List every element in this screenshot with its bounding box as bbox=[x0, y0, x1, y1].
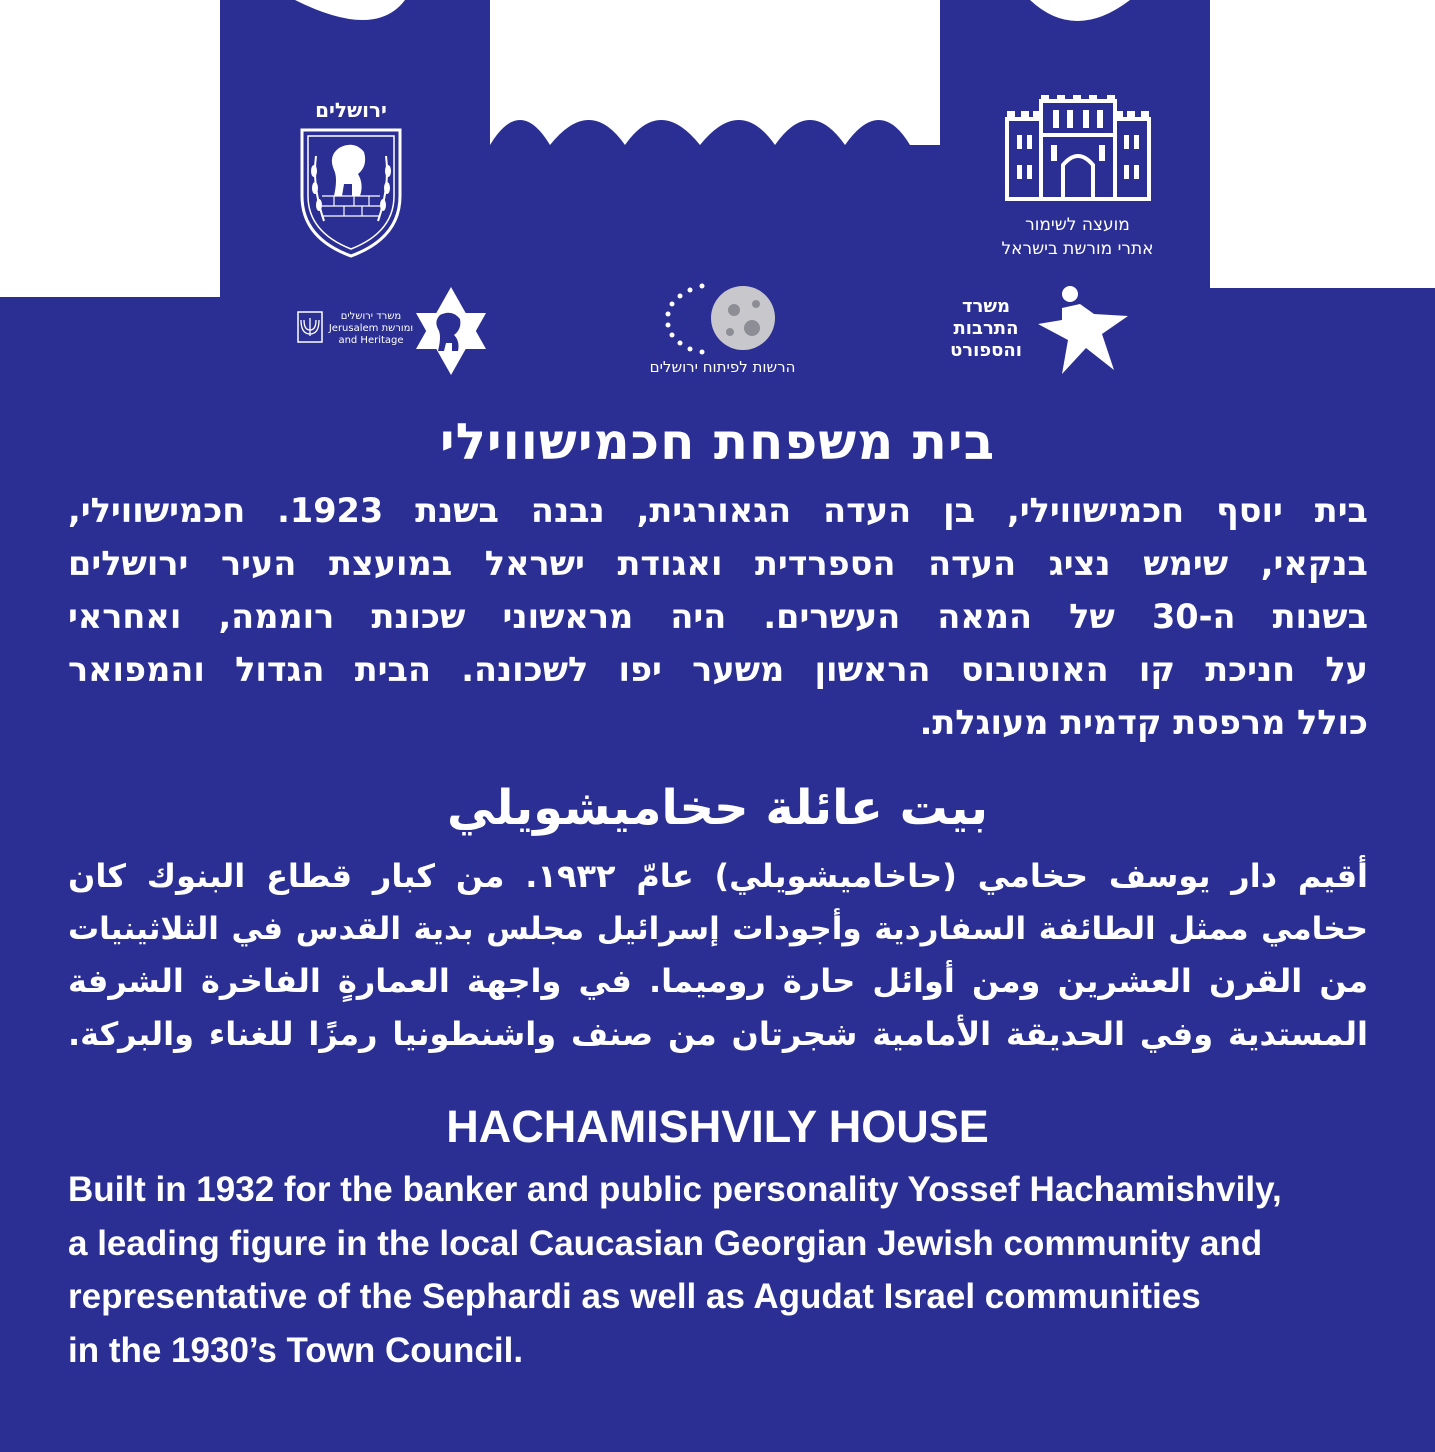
hebrew-line-last: כולל מרפסת קדמית מעוגלת. bbox=[919, 703, 1368, 742]
culture-sport-line2: התרבות bbox=[953, 318, 1019, 339]
english-line: in the 1930’s Town Council. bbox=[68, 1330, 524, 1370]
english-line: Built in 1932 for the banker and public personality Yossef Hachamishvily, bbox=[68, 1170, 1282, 1209]
castle-icon bbox=[1003, 95, 1153, 203]
dancing-star-icon bbox=[1032, 282, 1132, 377]
arabic-paragraph bbox=[68, 850, 1368, 1060]
ministry-culture-sport-logo bbox=[950, 282, 1135, 377]
english-line: representative of the Sephardi as well as Agudat Israel communities bbox=[68, 1277, 1201, 1316]
english-paragraph bbox=[68, 1163, 1368, 1377]
dotted-circle-moon-icon bbox=[660, 280, 790, 355]
heritage-council-logo bbox=[985, 95, 1170, 265]
ministry-line2: ומורשת Jerusalem bbox=[328, 323, 414, 334]
arabic-line: المستدية وفي الحديقة الأمامية شجرتان من صنف واشنطونيا رمزًا للغناء والبركة. bbox=[68, 1014, 1368, 1053]
hebrew-title: בית משפחת חכמישווילי bbox=[439, 413, 996, 471]
ministry-line3: and Heritage bbox=[338, 335, 404, 346]
heritage-council-line1: מועצה לשימור bbox=[1025, 215, 1130, 235]
jda-label: הרשות לפיתוח ירושלים bbox=[649, 358, 796, 376]
arabic-line: من القرن العشرين ومن أوائل حارة روميما. في واجهة العمارةٍ الفاخرة الشرفة bbox=[68, 962, 1368, 1000]
hebrew-line: בשנות ה-30 של המאה העשרים. היה מראשוני שכונת רוממה, ואחראי bbox=[68, 597, 1369, 636]
jerusalem-emblem bbox=[290, 98, 412, 263]
culture-sport-line3: והספורט bbox=[950, 340, 1022, 361]
star-of-david-lion-icon bbox=[414, 285, 488, 377]
arabic-line: حخامي ممثل الطائفة السفاردية وأجودات إسرائيل مجلس بدية القدس في الثلاثينيات bbox=[68, 910, 1368, 947]
hebrew-line: בית יוסף חכמישווילי, בן העדה הגאורגית, נבנה בשנת 1923. חכמישווילי, bbox=[68, 491, 1368, 530]
hebrew-line: בנקאי, שימש נציג העדה הספרדית ואגודת ישראל במועצת העיר ירושלים bbox=[68, 544, 1368, 583]
heritage-council-line2: אתרי מורשת בישראל bbox=[1001, 239, 1154, 259]
lion-shield-icon bbox=[294, 126, 408, 261]
hebrew-line: על חניכת קו האוטובוס הראשון משער יפו לשכונה. הבית הגדול והמפואר bbox=[68, 650, 1368, 689]
english-title: HACHAMISHVILY HOUSE bbox=[446, 1101, 989, 1152]
english-line: a leading figure in the local Caucasian Georgian Jewish community and bbox=[68, 1223, 1263, 1263]
arabic-title: بيت عائلة حخاميشويلي bbox=[446, 780, 989, 836]
jerusalem-emblem-label: ירושלים bbox=[315, 98, 387, 122]
jerusalem-development-authority-logo bbox=[620, 280, 825, 380]
hebrew-paragraph bbox=[68, 484, 1368, 749]
ministry-jerusalem-heritage-logo bbox=[296, 285, 491, 377]
culture-sport-line1: משרד bbox=[961, 296, 1011, 317]
arabic-line: أقيم دار يوسف حخامي (حاخاميشويلي) عامّ ١٩٣٢. من كبار قطاع البنوك كان bbox=[68, 857, 1369, 895]
ministry-line1: משרד ירושלים bbox=[340, 311, 402, 322]
menorah-emblem-icon bbox=[296, 310, 324, 344]
